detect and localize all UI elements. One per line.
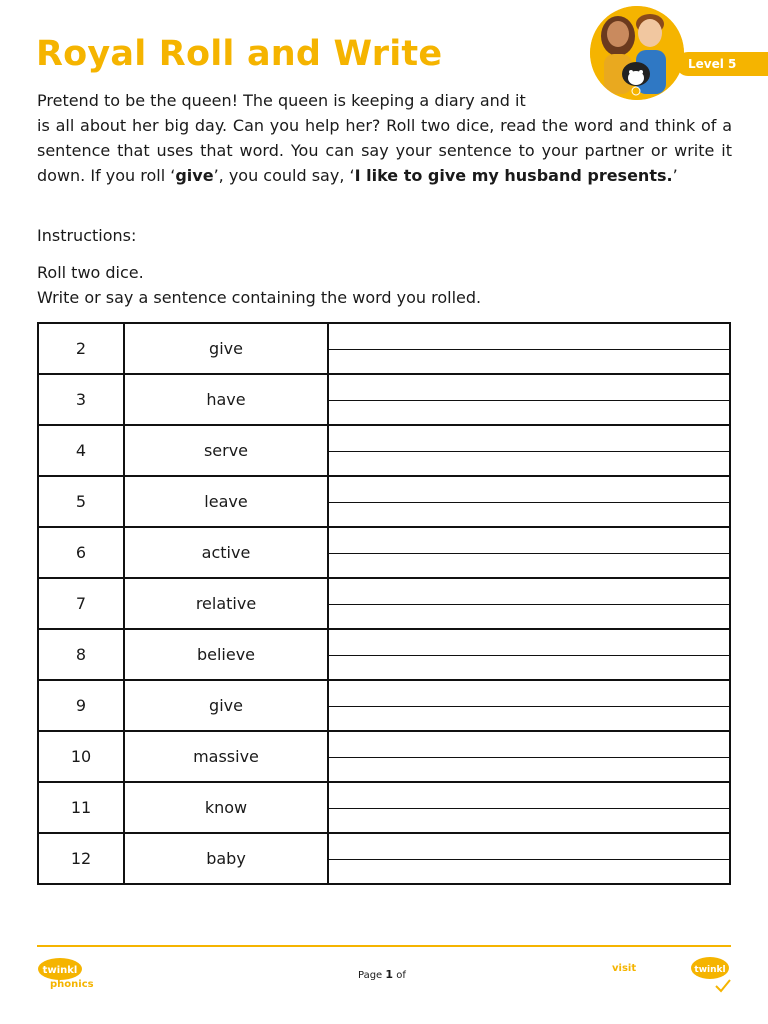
writing-lines[interactable] xyxy=(328,527,730,578)
table-row xyxy=(38,374,730,425)
roll-word: have xyxy=(124,374,328,425)
roll-number: 4 xyxy=(38,425,124,476)
children-illustration xyxy=(590,6,684,100)
writing-line-divider xyxy=(329,706,729,707)
intro-text: is all about her big day. Can you help her? Roll two dice, read the word and think of a sentence that uses that word. You can say your sentence to your partner or write it down. If you roll ‘ xyxy=(37,116,732,185)
twinkl-badge-icon xyxy=(690,954,732,994)
roll-word: relative xyxy=(124,578,328,629)
writing-lines[interactable] xyxy=(328,680,730,731)
writing-line-divider xyxy=(329,451,729,452)
intro-text-mid: ’, you could say, ‘ xyxy=(213,166,355,185)
table-row xyxy=(38,629,730,680)
writing-line-divider xyxy=(329,655,729,656)
roll-number: 5 xyxy=(38,476,124,527)
writing-lines[interactable] xyxy=(328,782,730,833)
visit-link[interactable]: visit xyxy=(612,963,637,974)
table-row xyxy=(38,476,730,527)
logo-right-text: twinkl xyxy=(694,965,726,975)
roll-number: 2 xyxy=(38,323,124,374)
roll-number: 9 xyxy=(38,680,124,731)
twinkl-phonics-logo xyxy=(36,956,98,992)
instructions-steps xyxy=(37,260,481,310)
level-badge: Level 5 xyxy=(676,52,768,76)
writing-lines[interactable] xyxy=(328,425,730,476)
table-row xyxy=(38,833,730,884)
roll-number: 11 xyxy=(38,782,124,833)
writing-lines[interactable] xyxy=(328,731,730,782)
roll-number: 6 xyxy=(38,527,124,578)
roll-number: 12 xyxy=(38,833,124,884)
footer-divider xyxy=(37,945,731,947)
roll-word: baby xyxy=(124,833,328,884)
roll-word: believe xyxy=(124,629,328,680)
writing-line-divider xyxy=(329,553,729,554)
table-row xyxy=(38,578,730,629)
twinkl-phonics-logo-icon xyxy=(36,956,98,992)
roll-word: give xyxy=(124,680,328,731)
twinkl-logo-right xyxy=(690,954,732,994)
instruction-step-1: Roll two dice. xyxy=(37,263,144,282)
writing-line-divider xyxy=(329,808,729,809)
roll-number: 3 xyxy=(38,374,124,425)
intro-line-1: Pretend to be the queen! The queen is keeping a diary and it xyxy=(37,91,526,110)
logo-twinkl-text: twinkl xyxy=(42,965,78,976)
table-row xyxy=(38,680,730,731)
page-prefix: Page xyxy=(358,970,383,981)
writing-line-divider xyxy=(329,604,729,605)
writing-lines[interactable] xyxy=(328,374,730,425)
writing-lines[interactable] xyxy=(328,476,730,527)
roll-number: 7 xyxy=(38,578,124,629)
writing-line-divider xyxy=(329,400,729,401)
intro-paragraph xyxy=(37,88,732,188)
writing-line-divider xyxy=(329,502,729,503)
roll-table-body xyxy=(38,323,730,884)
page-title: Royal Roll and Write xyxy=(36,34,443,74)
writing-lines[interactable] xyxy=(328,833,730,884)
page-suffix: of xyxy=(396,970,406,981)
intro-keyword: give xyxy=(175,166,214,185)
roll-word: give xyxy=(124,323,328,374)
table-row xyxy=(38,323,730,374)
roll-number: 8 xyxy=(38,629,124,680)
table-row xyxy=(38,425,730,476)
writing-lines[interactable] xyxy=(328,323,730,374)
instruction-step-2: Write or say a sentence containing the word you rolled. xyxy=(37,288,482,307)
children-and-dog-icon xyxy=(590,6,684,100)
roll-word: massive xyxy=(124,731,328,782)
roll-word: leave xyxy=(124,476,328,527)
writing-line-divider xyxy=(329,757,729,758)
writing-lines[interactable] xyxy=(328,578,730,629)
table-row xyxy=(38,527,730,578)
table-row xyxy=(38,731,730,782)
roll-word: serve xyxy=(124,425,328,476)
intro-example: I like to give my husband presents. xyxy=(354,166,673,185)
intro-text-end: ’ xyxy=(672,166,678,185)
writing-line-divider xyxy=(329,349,729,350)
roll-table xyxy=(37,322,731,885)
writing-line-divider xyxy=(329,859,729,860)
roll-word: active xyxy=(124,527,328,578)
page-number xyxy=(358,968,406,981)
instructions-label: Instructions: xyxy=(37,226,137,245)
roll-number: 10 xyxy=(38,731,124,782)
page-number-value: 1 xyxy=(385,968,394,981)
writing-lines[interactable] xyxy=(328,629,730,680)
roll-word: know xyxy=(124,782,328,833)
table-row xyxy=(38,782,730,833)
logo-phonics-text: phonics xyxy=(50,979,94,990)
